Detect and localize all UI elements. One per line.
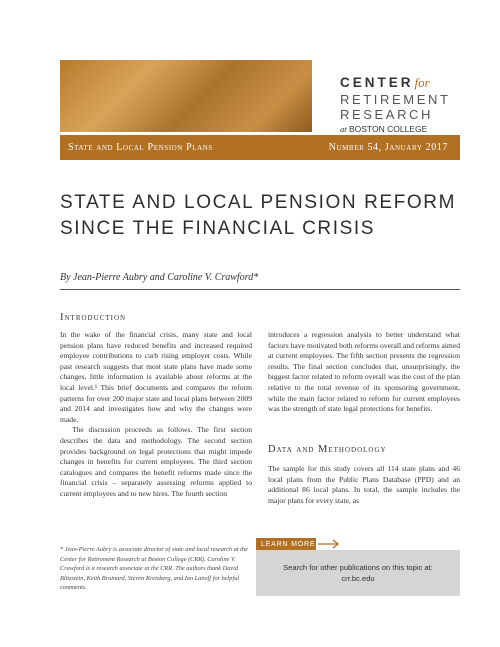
data-methodology-heading: Data and Methodology	[268, 444, 387, 455]
data-paragraph: The sample for this study covers all 114 state plans and 46 local plans from the Public Plans Database (PPD) and an additional 86 local plans. In total, the sample includes the major plans for every state, as	[268, 464, 460, 505]
intro-column	[60, 330, 252, 500]
intro-paragraph-continued: introduces a regression analysis to better understand what factors have motivated both reforms overall and reforms aimed at current employees. The fifth section presents the regression results. The final section concludes that, unsurprisingly, the biggest factor related to reform overall was the cost of the plan relative to the total revenue of its sponsoring government, while the main factor related to reform for current employees was the strength of state legal protections for benefits.	[268, 330, 460, 414]
title-line-1: STATE AND LOCAL PENSION REFORM	[60, 192, 457, 213]
author-footnote: * Jean-Pierre Aubry is associate director of state and local research at the Center for Retirement Research at Boston College (CRR). Caroline V. Crawford is a research associate at the CRR. The authors thank David Blitzstein, Keith Brainard, Steven Kreisberg, and Ian Lanoff for helpful comments.	[60, 546, 248, 591]
crr-logo	[340, 74, 460, 134]
logo-research-text: RESEARCH	[340, 107, 434, 122]
divider	[60, 289, 460, 290]
data-column	[268, 464, 460, 506]
series-name: State and Local Pension Plans	[68, 142, 213, 153]
learn-more-label: LEARN MORE	[256, 538, 316, 550]
logo-for-text: for	[414, 75, 430, 90]
logo-boston-college	[340, 124, 460, 134]
learn-more-box	[256, 550, 460, 596]
issue-number: Number 54, January 2017	[328, 142, 448, 153]
logo-bc-text: BOSTON COLLEGE	[349, 124, 428, 134]
series-banner	[60, 135, 460, 160]
byline: By Jean-Pierre Aubry and Caroline V. Crawford*	[60, 272, 259, 283]
logo-center-text: CENTER	[340, 75, 414, 90]
title-line-2: SINCE THE FINANCIAL CRISIS	[60, 218, 376, 239]
learn-more-link[interactable]: crr.bc.edu	[341, 574, 375, 583]
logo-at-text: at	[340, 124, 347, 134]
arrow-right-icon	[316, 538, 342, 550]
intro-heading: Introduction	[60, 312, 127, 323]
intro-paragraph-1: In the wake of the financial crisis, many state and local pension plans have reduced benefits and increased required employee contributions to curb rising employer costs. While past research suggests that most state plans have made some changes, little information is available about reforms at the local level.¹ This brief documents and compares the reform patterns for over 200 major state and local plans between 2009 and 2014 and investigates how and why the changes were made.	[60, 330, 252, 424]
learn-more-text: Search for other publications on this topic at:	[283, 563, 433, 572]
logo-retirement-text: RETIREMENT	[340, 92, 451, 107]
header-photo	[60, 60, 312, 132]
right-column-top	[268, 330, 460, 415]
page-title	[60, 190, 460, 242]
intro-paragraph-2: The discussion proceeds as follows. The first section describes the data and methodology. The second section provides background on legal protections that might impede changes in benefits for current employees. The third section catalogues and compares the benefit reforms made since the financial crisis – separately assessing reforms applied to current employees and to new hires. The fourth section	[60, 425, 252, 498]
